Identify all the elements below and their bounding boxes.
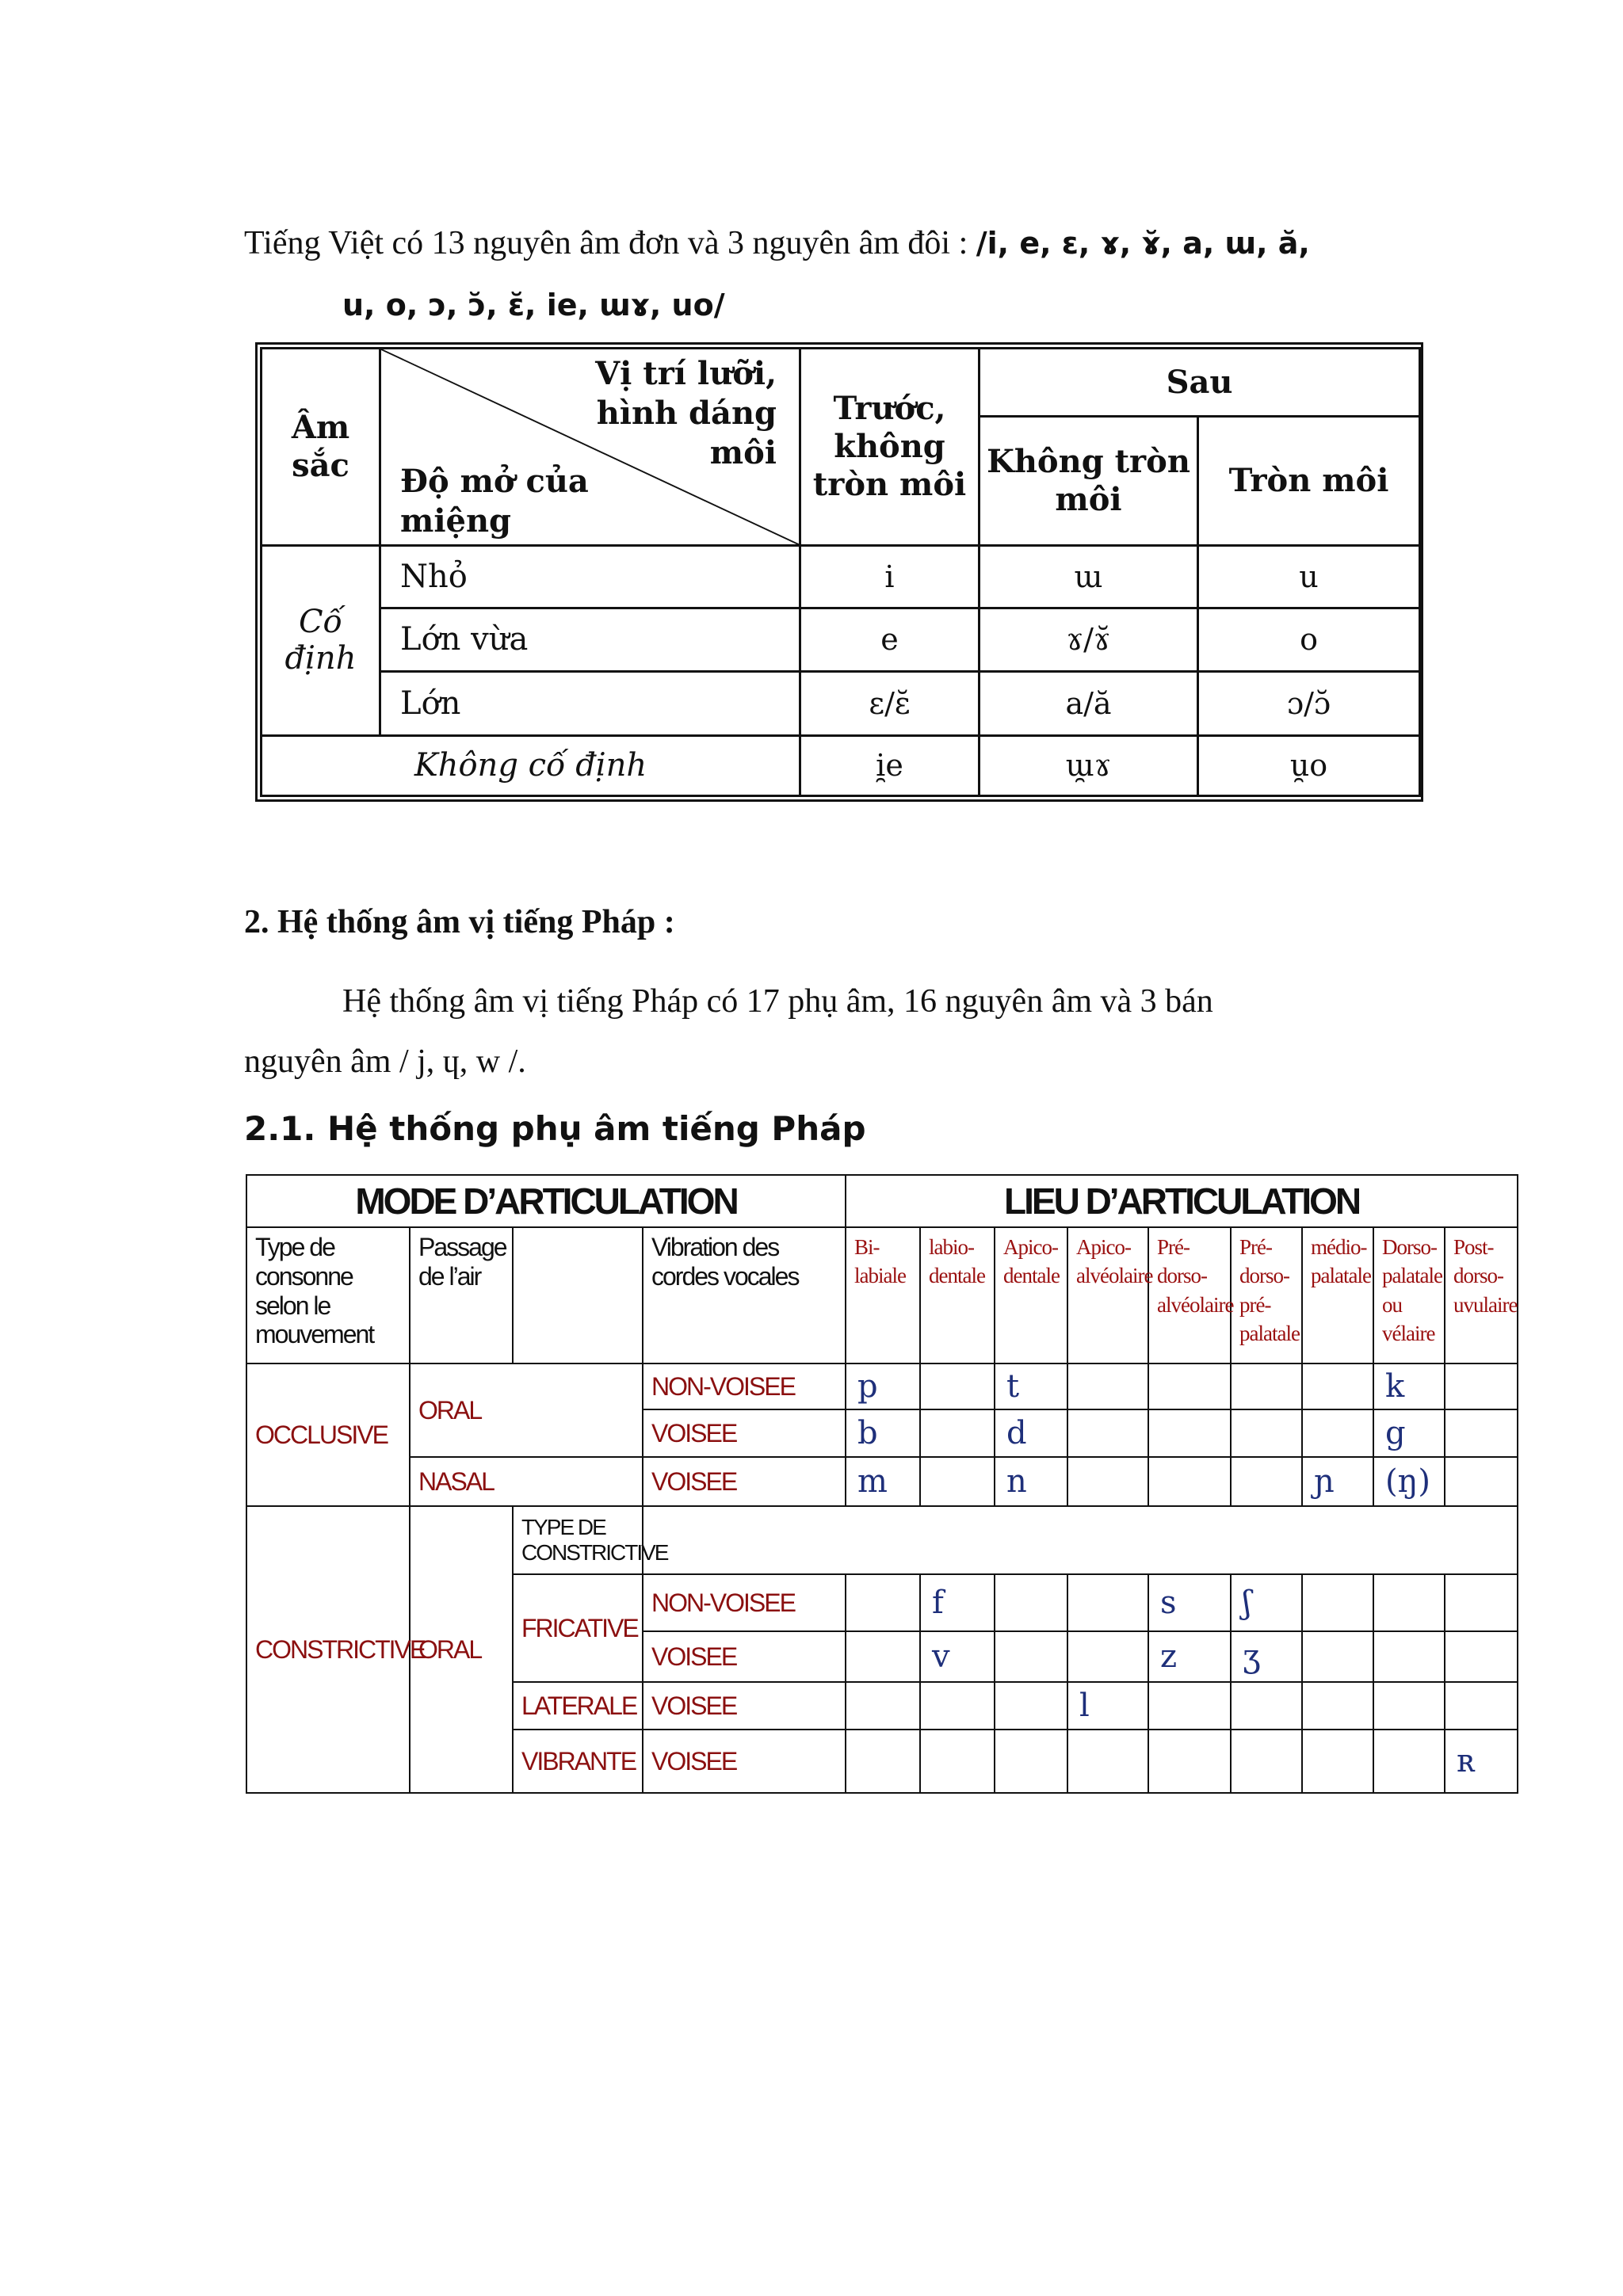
empty-cell	[1302, 1574, 1373, 1631]
symbol-cell: z	[1148, 1631, 1231, 1682]
label-vibrante: VIBRANTE	[513, 1730, 643, 1793]
label-voisee: VOISEE	[643, 1457, 846, 1506]
symbol-cell: f	[920, 1574, 995, 1631]
header-vibration: Vibration des cordes vocales	[643, 1227, 846, 1363]
place-header: Post-dorso-uvulaire	[1445, 1227, 1518, 1363]
empty-cell	[1445, 1631, 1518, 1682]
empty-cell	[1445, 1363, 1518, 1409]
paragraph-line-2: nguyên âm / j, ɥ, w /.	[244, 1043, 526, 1080]
vowel-cell: i	[800, 546, 980, 608]
place-header: labio-dentale	[920, 1227, 995, 1363]
empty-cell	[1373, 1631, 1445, 1682]
vowel-row	[262, 608, 1420, 671]
label-fricative: FRICATIVE	[513, 1574, 643, 1682]
vowel-row	[262, 672, 1420, 735]
lieu-header: LIEU D’ARTICULATION	[846, 1175, 1518, 1227]
label-type-constrictive: TYPE DE CONSTRICTIVE	[513, 1506, 643, 1574]
empty-cell	[1231, 1457, 1302, 1506]
symbol-cell: ʃ	[1231, 1574, 1302, 1631]
symbol-cell: d	[995, 1409, 1067, 1457]
empty-cell	[1302, 1363, 1373, 1409]
place-header: Pré-dorso-pré-palatale	[1231, 1227, 1302, 1363]
symbol-cell: b	[846, 1409, 920, 1457]
vowel-row	[262, 546, 1420, 608]
empty-cell	[920, 1457, 995, 1506]
vowel-cell: ɛ/ɛ̆	[800, 672, 980, 735]
empty-cell	[1067, 1363, 1148, 1409]
empty-cell	[846, 1730, 920, 1793]
vowel-cell: u	[1198, 546, 1420, 608]
label-voisee: VOISEE	[643, 1631, 846, 1682]
label-khong-co-dinh: Không cố định	[262, 735, 800, 795]
consonant-row	[246, 1363, 1518, 1409]
empty-cell	[846, 1682, 920, 1730]
empty-cell	[1373, 1574, 1445, 1631]
header-khong-tron: Không tròn môi	[980, 417, 1198, 546]
symbol-cell: ʀ	[1445, 1730, 1518, 1793]
empty-cell	[920, 1730, 995, 1793]
label-oral: ORAL	[410, 1363, 643, 1457]
row-label: Lớn	[380, 672, 800, 735]
vowel-cell: u̯o	[1198, 735, 1420, 795]
empty-cell	[1148, 1682, 1231, 1730]
label-non-voisee: NON-VOISEE	[643, 1363, 846, 1409]
place-header: Bi-labiale	[846, 1227, 920, 1363]
symbol-cell: (ŋ)	[1373, 1457, 1445, 1506]
section-heading: 2. Hệ thống âm vị tiếng Pháp :	[244, 904, 675, 940]
empty-cell	[995, 1730, 1067, 1793]
empty-cell	[1067, 1457, 1148, 1506]
empty-cell	[1231, 1730, 1302, 1793]
label-occlusive: OCCLUSIVE	[246, 1363, 410, 1506]
symbol-cell: m	[846, 1457, 920, 1506]
symbol-cell: t	[995, 1363, 1067, 1409]
empty-cell	[846, 1574, 920, 1631]
symbol-cell: p	[846, 1363, 920, 1409]
header-truoc: Trước, không tròn môi	[800, 349, 980, 546]
empty-cell	[1231, 1682, 1302, 1730]
vowel-cell: o	[1198, 608, 1420, 671]
empty-cell	[1067, 1631, 1148, 1682]
label-laterale: LATERALE	[513, 1682, 643, 1730]
place-header: Dorso-palatale ou vélaire	[1373, 1227, 1445, 1363]
label-nasal: NASAL	[410, 1457, 643, 1506]
mode-header: MODE D’ARTICULATION	[246, 1175, 846, 1227]
vowel-cell: ɯ	[980, 546, 1198, 608]
empty-cell	[1302, 1631, 1373, 1682]
empty-cell	[920, 1363, 995, 1409]
header-am-sac: Âm sắc	[262, 349, 380, 546]
label-co-dinh: Cố định	[262, 546, 380, 735]
empty-cell	[1067, 1730, 1148, 1793]
empty-cell	[1148, 1457, 1231, 1506]
empty-cell	[995, 1631, 1067, 1682]
intro-text: Tiếng Việt có 13 nguyên âm đơn và 3 nguyên âm đôi :	[244, 225, 976, 261]
label-voisee: VOISEE	[643, 1682, 846, 1730]
header-passage: Passage de l’air	[410, 1227, 513, 1363]
empty-cell	[1067, 1574, 1148, 1631]
label-non-voisee: NON-VOISEE	[643, 1574, 846, 1631]
header-sau: Sau	[980, 349, 1420, 417]
symbol-cell: ɲ	[1302, 1457, 1373, 1506]
vowel-cell: i̯e	[800, 735, 980, 795]
place-header: Pré-dorso-alvéolaire	[1148, 1227, 1231, 1363]
empty-cell	[1445, 1574, 1518, 1631]
empty-cell	[846, 1631, 920, 1682]
place-header: Apico-dentale	[995, 1227, 1067, 1363]
header-diagonal	[380, 349, 800, 546]
vowel-cell: ɤ/ɤ̆	[980, 608, 1198, 671]
diag-bottom-label: Độ mở của miệng	[400, 463, 589, 540]
consonant-row	[246, 1457, 1518, 1506]
label-constrictive: CONSTRICTIVE	[246, 1506, 410, 1793]
sub-heading: 2.1. Hệ thống phụ âm tiếng Pháp	[244, 1109, 866, 1148]
consonant-row	[246, 1506, 1518, 1574]
paragraph-line-1: Hệ thống âm vị tiếng Pháp có 17 phụ âm, 16 nguyên âm và 3 bán	[342, 983, 1213, 1020]
vowel-table	[260, 347, 1421, 797]
symbol-cell: g	[1373, 1409, 1445, 1457]
empty-cell	[1445, 1457, 1518, 1506]
empty-cell	[1148, 1363, 1231, 1409]
symbol-cell: l	[1067, 1682, 1148, 1730]
empty-cell	[1302, 1730, 1373, 1793]
empty-cell	[1445, 1409, 1518, 1457]
label-voisee: VOISEE	[643, 1730, 846, 1793]
intro-vowels: /i, e, ɛ, ɤ, ɤ̆, a, ɯ, ă,	[976, 226, 1310, 261]
symbol-cell: s	[1148, 1574, 1231, 1631]
empty-cell	[920, 1409, 995, 1457]
empty-cell	[995, 1574, 1067, 1631]
diag-top-label: Vị trí lưỡi, hình dáng môi	[595, 355, 777, 471]
empty-cell	[1231, 1409, 1302, 1457]
empty-cell	[1231, 1363, 1302, 1409]
header-tron: Tròn môi	[1198, 417, 1420, 546]
row-label: Nhỏ	[380, 546, 800, 608]
intro-line-2: u, o, ɔ, ɔ̆, ɛ̆, ie, ɯɤ, uo/	[342, 288, 725, 322]
empty-cell	[1148, 1730, 1231, 1793]
intro-line-1	[244, 212, 1310, 274]
place-header: Apico-alvéolaire	[1067, 1227, 1148, 1363]
empty-cell	[1373, 1730, 1445, 1793]
symbol-cell: ʒ	[1231, 1631, 1302, 1682]
symbol-cell: n	[995, 1457, 1067, 1506]
consonant-table	[246, 1174, 1518, 1794]
symbol-cell: v	[920, 1631, 995, 1682]
vowel-cell: e	[800, 608, 980, 671]
header-empty	[513, 1227, 643, 1363]
empty-cell	[1302, 1682, 1373, 1730]
empty-cell	[643, 1506, 1518, 1574]
empty-cell	[1445, 1682, 1518, 1730]
vowel-cell: ɯ̯ɤ	[980, 735, 1198, 795]
empty-cell	[1067, 1409, 1148, 1457]
place-header: médio-palatale	[1302, 1227, 1373, 1363]
empty-cell	[920, 1682, 995, 1730]
label-voisee: VOISEE	[643, 1409, 846, 1457]
symbol-cell: k	[1373, 1363, 1445, 1409]
empty-cell	[995, 1682, 1067, 1730]
label-oral: ORAL	[410, 1506, 513, 1793]
row-label: Lớn vừa	[380, 608, 800, 671]
vowel-cell: ɔ/ɔ̆	[1198, 672, 1420, 735]
empty-cell	[1302, 1409, 1373, 1457]
vowel-cell: a/ă	[980, 672, 1198, 735]
empty-cell	[1148, 1409, 1231, 1457]
empty-cell	[1373, 1682, 1445, 1730]
vowel-row	[262, 735, 1420, 795]
header-type: Type de consonne selon le mouvement	[246, 1227, 410, 1363]
